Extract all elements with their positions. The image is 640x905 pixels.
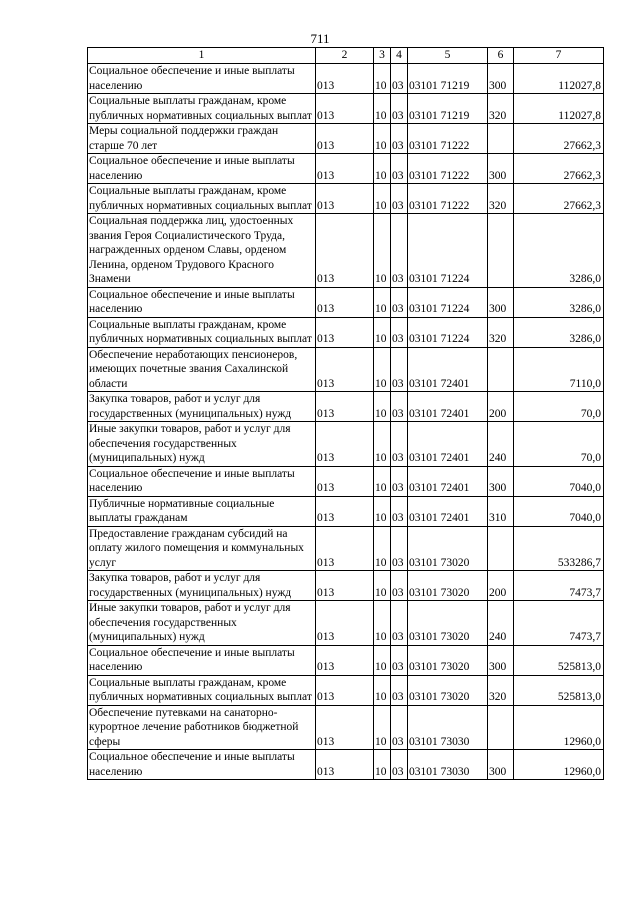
row-expense-type-code: 300 [488, 287, 514, 317]
row-target-article-code: 03101 73020 [408, 601, 488, 646]
row-admin-code: 013 [316, 392, 374, 422]
row-target-article-code: 03101 71219 [408, 64, 488, 94]
row-admin-code: 013 [316, 571, 374, 601]
column-header: 7 [514, 48, 604, 64]
row-expense-type-code: 310 [488, 496, 514, 526]
row-description: Меры социальной поддержки граждан старше 70 лет [88, 124, 316, 154]
row-amount: 7473,7 [514, 571, 604, 601]
row-description: Социальное обеспечение и иные выплаты населению [88, 750, 316, 780]
row-subsection-code: 03 [391, 422, 408, 467]
row-target-article-code: 03101 71224 [408, 287, 488, 317]
row-section-code: 10 [374, 422, 391, 467]
row-admin-code: 013 [316, 124, 374, 154]
row-section-code: 10 [374, 124, 391, 154]
row-amount: 533286,7 [514, 526, 604, 571]
row-expense-type-code: 320 [488, 94, 514, 124]
row-section-code: 10 [374, 526, 391, 571]
table-row [88, 154, 604, 184]
row-description: Социальное обеспечение и иные выплаты населению [88, 287, 316, 317]
table-row [88, 124, 604, 154]
column-header: 2 [316, 48, 374, 64]
row-target-article-code: 03101 73020 [408, 645, 488, 675]
row-section-code: 10 [374, 317, 391, 347]
row-subsection-code: 03 [391, 466, 408, 496]
row-subsection-code: 03 [391, 750, 408, 780]
row-section-code: 10 [374, 675, 391, 705]
row-subsection-code: 03 [391, 526, 408, 571]
table-row [88, 214, 604, 288]
row-amount: 525813,0 [514, 675, 604, 705]
row-subsection-code: 03 [391, 601, 408, 646]
row-subsection-code: 03 [391, 705, 408, 750]
row-section-code: 10 [374, 496, 391, 526]
row-expense-type-code: 200 [488, 571, 514, 601]
row-description: Иные закупки товаров, работ и услуг для обеспечения государственных (муниципальных) нужд [88, 601, 316, 646]
row-section-code: 10 [374, 94, 391, 124]
row-section-code: 10 [374, 347, 391, 392]
row-expense-type-code: 300 [488, 645, 514, 675]
row-description: Обеспечение путевками на санаторно-курортное лечение работников бюджетной сферы [88, 705, 316, 750]
row-subsection-code: 03 [391, 287, 408, 317]
row-subsection-code: 03 [391, 392, 408, 422]
table-row [88, 184, 604, 214]
row-expense-type-code: 240 [488, 422, 514, 467]
table-row [88, 287, 604, 317]
row-section-code: 10 [374, 466, 391, 496]
row-amount: 7040,0 [514, 496, 604, 526]
row-amount: 3286,0 [514, 214, 604, 288]
row-amount: 7473,7 [514, 601, 604, 646]
row-admin-code: 013 [316, 466, 374, 496]
table-row [88, 317, 604, 347]
row-admin-code: 013 [316, 750, 374, 780]
row-subsection-code: 03 [391, 645, 408, 675]
row-subsection-code: 03 [391, 154, 408, 184]
table-row [88, 750, 604, 780]
row-amount: 12960,0 [514, 705, 604, 750]
row-amount: 27662,3 [514, 124, 604, 154]
row-section-code: 10 [374, 214, 391, 288]
row-description: Социальное обеспечение и иные выплаты населению [88, 154, 316, 184]
row-section-code: 10 [374, 601, 391, 646]
row-section-code: 10 [374, 287, 391, 317]
row-target-article-code: 03101 71222 [408, 154, 488, 184]
table-row [88, 64, 604, 94]
row-section-code: 10 [374, 184, 391, 214]
table-row [88, 94, 604, 124]
column-header: 4 [391, 48, 408, 64]
row-target-article-code: 03101 72401 [408, 422, 488, 467]
row-amount: 70,0 [514, 392, 604, 422]
row-target-article-code: 03101 72401 [408, 347, 488, 392]
row-admin-code: 013 [316, 601, 374, 646]
row-expense-type-code [488, 347, 514, 392]
table-row [88, 347, 604, 392]
row-description: Социальное обеспечение и иные выплаты населению [88, 645, 316, 675]
row-section-code: 10 [374, 750, 391, 780]
row-description: Социальная поддержка лиц, удостоенных звания Героя Социалистического Труда, награжденных орденом Славы, орденом Ленина, орденом Трудового Красного Знамени [88, 214, 316, 288]
row-expense-type-code: 300 [488, 64, 514, 94]
row-admin-code: 013 [316, 705, 374, 750]
row-description: Социальное обеспечение и иные выплаты населению [88, 466, 316, 496]
row-target-article-code: 03101 71224 [408, 214, 488, 288]
table-row [88, 645, 604, 675]
row-amount: 27662,3 [514, 154, 604, 184]
row-target-article-code: 03101 73030 [408, 705, 488, 750]
column-header: 6 [488, 48, 514, 64]
row-subsection-code: 03 [391, 124, 408, 154]
row-expense-type-code: 320 [488, 317, 514, 347]
row-admin-code: 013 [316, 496, 374, 526]
row-expense-type-code [488, 705, 514, 750]
row-expense-type-code: 300 [488, 466, 514, 496]
row-amount: 70,0 [514, 422, 604, 467]
row-section-code: 10 [374, 392, 391, 422]
table-row [88, 526, 604, 571]
row-amount: 7040,0 [514, 466, 604, 496]
table-row [88, 675, 604, 705]
row-target-article-code: 03101 72401 [408, 392, 488, 422]
row-amount: 525813,0 [514, 645, 604, 675]
row-amount: 7110,0 [514, 347, 604, 392]
row-description: Предоставление гражданам субсидий на оплату жилого помещения и коммунальных услуг [88, 526, 316, 571]
row-description: Закупка товаров, работ и услуг для государственных (муниципальных) нужд [88, 392, 316, 422]
column-header: 1 [88, 48, 316, 64]
row-admin-code: 013 [316, 347, 374, 392]
row-subsection-code: 03 [391, 184, 408, 214]
row-expense-type-code [488, 124, 514, 154]
row-subsection-code: 03 [391, 317, 408, 347]
row-amount: 112027,8 [514, 64, 604, 94]
column-header: 5 [408, 48, 488, 64]
row-expense-type-code: 200 [488, 392, 514, 422]
row-subsection-code: 03 [391, 214, 408, 288]
row-subsection-code: 03 [391, 496, 408, 526]
row-section-code: 10 [374, 64, 391, 94]
row-expense-type-code: 300 [488, 750, 514, 780]
row-subsection-code: 03 [391, 675, 408, 705]
row-expense-type-code: 300 [488, 154, 514, 184]
row-admin-code: 013 [316, 214, 374, 288]
table-row [88, 392, 604, 422]
row-description: Социальное обеспечение и иные выплаты населению [88, 64, 316, 94]
row-section-code: 10 [374, 571, 391, 601]
row-amount: 3286,0 [514, 317, 604, 347]
table-row [88, 496, 604, 526]
table-row [88, 466, 604, 496]
row-description: Социальные выплаты гражданам, кроме публичных нормативных социальных выплат [88, 94, 316, 124]
row-description: Социальные выплаты гражданам, кроме публичных нормативных социальных выплат [88, 675, 316, 705]
row-amount: 27662,3 [514, 184, 604, 214]
row-admin-code: 013 [316, 422, 374, 467]
row-description: Иные закупки товаров, работ и услуг для обеспечения государственных (муниципальных) нужд [88, 422, 316, 467]
row-expense-type-code [488, 214, 514, 288]
table-row [88, 601, 604, 646]
row-description: Обеспечение неработающих пенсионеров, имеющих почетные звания Сахалинской области [88, 347, 316, 392]
row-target-article-code: 03101 71224 [408, 317, 488, 347]
page-number: 711 [310, 31, 330, 46]
row-expense-type-code [488, 526, 514, 571]
row-admin-code: 013 [316, 64, 374, 94]
row-section-code: 10 [374, 705, 391, 750]
row-target-article-code: 03101 72401 [408, 466, 488, 496]
row-section-code: 10 [374, 645, 391, 675]
row-amount: 12960,0 [514, 750, 604, 780]
column-header: 3 [374, 48, 391, 64]
row-target-article-code: 03101 73020 [408, 571, 488, 601]
row-admin-code: 013 [316, 154, 374, 184]
row-target-article-code: 03101 73020 [408, 526, 488, 571]
header-row [88, 48, 604, 64]
row-amount: 112027,8 [514, 94, 604, 124]
table-row [88, 422, 604, 467]
budget-table [87, 47, 604, 780]
row-subsection-code: 03 [391, 94, 408, 124]
row-target-article-code: 03101 71219 [408, 94, 488, 124]
row-target-article-code: 03101 71222 [408, 124, 488, 154]
row-description: Закупка товаров, работ и услуг для государственных (муниципальных) нужд [88, 571, 316, 601]
row-target-article-code: 03101 72401 [408, 496, 488, 526]
table-row [88, 571, 604, 601]
row-expense-type-code: 320 [488, 675, 514, 705]
row-amount: 3286,0 [514, 287, 604, 317]
row-subsection-code: 03 [391, 571, 408, 601]
row-admin-code: 013 [316, 317, 374, 347]
row-admin-code: 013 [316, 287, 374, 317]
row-description: Социальные выплаты гражданам, кроме публичных нормативных социальных выплат [88, 184, 316, 214]
row-admin-code: 013 [316, 526, 374, 571]
row-target-article-code: 03101 73020 [408, 675, 488, 705]
row-section-code: 10 [374, 154, 391, 184]
row-description: Социальные выплаты гражданам, кроме публичных нормативных социальных выплат [88, 317, 316, 347]
row-admin-code: 013 [316, 94, 374, 124]
row-admin-code: 013 [316, 675, 374, 705]
table-row [88, 705, 604, 750]
row-expense-type-code: 240 [488, 601, 514, 646]
row-admin-code: 013 [316, 184, 374, 214]
row-expense-type-code: 320 [488, 184, 514, 214]
row-admin-code: 013 [316, 645, 374, 675]
row-target-article-code: 03101 71222 [408, 184, 488, 214]
row-target-article-code: 03101 73030 [408, 750, 488, 780]
row-subsection-code: 03 [391, 64, 408, 94]
row-subsection-code: 03 [391, 347, 408, 392]
row-description: Публичные нормативные социальные выплаты гражданам [88, 496, 316, 526]
